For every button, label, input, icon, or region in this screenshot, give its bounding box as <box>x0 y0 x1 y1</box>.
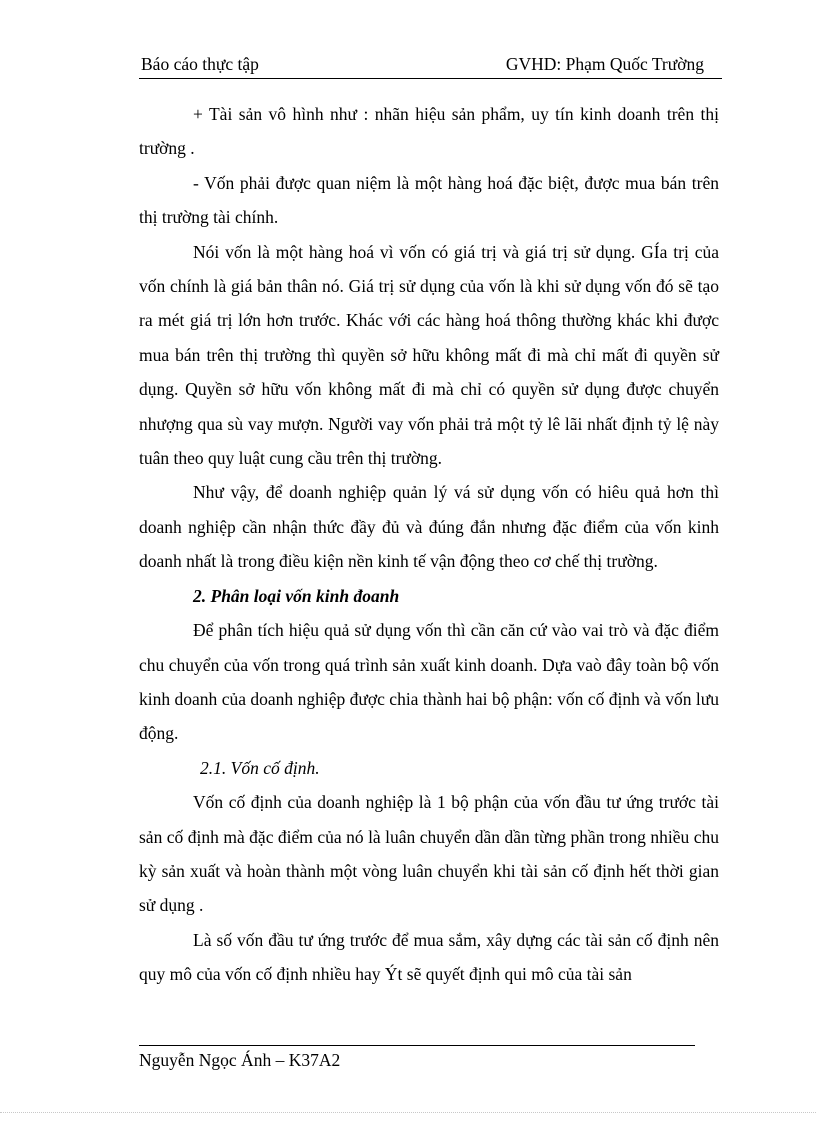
paragraph-fixed-capital-definition: Vốn cố định của doanh nghiệp là 1 bộ phận của vốn đầu tư ứng trước tài sản cố định mà đặc điểm của nó là luân chuyển dần dần từng phần trong nhiều chu kỳ sản xuất và hoàn thành một vòng luân chuyển khi tài sản cố định hết thời gian sử dụng . <box>139 792 719 916</box>
header-report-title: Báo cáo thực tập <box>141 54 259 74</box>
document-body <box>139 97 719 992</box>
header-supervisor: GVHD: Phạm Quốc Trường <box>505 54 704 74</box>
paragraph-capital-commodity: - Vốn phải được quan niệm là một hàng hoá đặc biệt, được mua bán trên thị trường tài chính. <box>139 172 719 228</box>
paragraph-classification-intro: Để phân tích hiệu quả sử dụng vốn thì cần căn cứ vào vai trò và đặc điểm chu chuyển của vốn trong quá trình sản xuất kinh doanh. Dựa vaò đây toàn bộ vốn kinh doanh của doanh nghiệp được chia thành hai bộ phận: vốn cố định và vốn lưu động. <box>139 620 719 744</box>
page-boundary-line <box>0 1112 816 1113</box>
paragraph-capital-value: Nói vốn là một hàng hoá vì vốn có giá trị và giá trị sử dụng. GÍa trị của vốn chính là giá bản thân nó. Giá trị sử dụng của vốn là khi sử dụng vốn đó sẽ tạo ra mét giá trị lớn hơn trước. Khác với các hàng hoá thông thường khác khi được mua bán trên thị trường thì quyền sở hữu không mất đi mà chỉ mất đi quyền sử dụng. Quyền sở hữu vốn không mất đi mà chỉ có quyền sử dụng được chuyển nhượng qua sù vay mượn. Người vay vốn phải trả một tỷ lê lãi nhất định tỷ lệ này tuân theo quy luật cung cầu trên thị trường. <box>139 241 719 469</box>
section-heading-capital-classification: 2. Phân loại vốn kinh đoanh <box>193 585 400 606</box>
paragraph-intangible-assets: + Tài sản vô hình như : nhãn hiệu sản phẩm, uy tín kinh doanh trên thị trường . <box>139 104 719 159</box>
footer-author: Nguyễn Ngọc Ánh – K37A2 <box>139 1050 341 1070</box>
paragraph-capital-awareness: Như vậy, để doanh nghiệp quản lý vá sử dụng vốn có hiêu quả hơn thì doanh nghiệp cần nhận thức đầy đủ và đúng đắn nhưng đặc điểm của vốn kinh doanh nhất là trong điều kiện nền kinh tế vận động theo cơ chế thị trường. <box>139 482 719 572</box>
paragraph-fixed-capital-scale: Là số vốn đầu tư ứng trước để mua sắm, xây dựng các tài sản cố định nên quy mô của vốn cố định nhiều hay Ýt sẽ quyết định qui mô của tài sản <box>139 929 719 985</box>
subsection-heading-fixed-capital: 2.1. Vốn cố định. <box>200 757 320 778</box>
page-header <box>139 52 722 79</box>
footer-divider <box>139 1045 695 1046</box>
